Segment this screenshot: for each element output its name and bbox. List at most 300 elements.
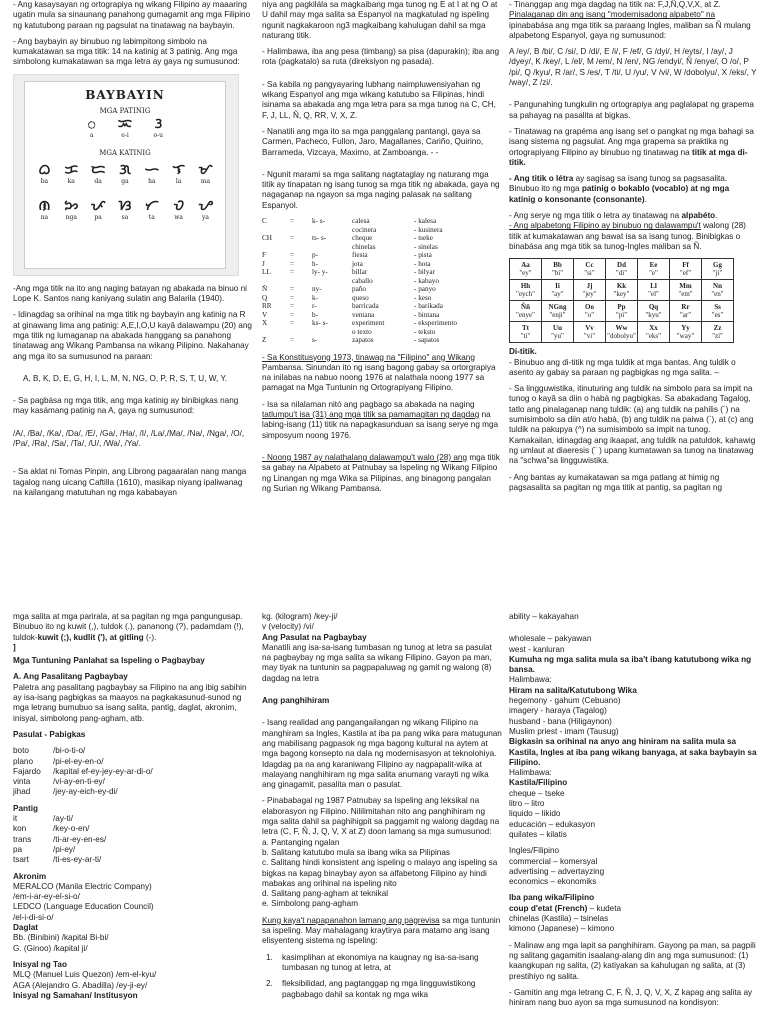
letter-name: "bi" — [551, 269, 564, 278]
glyph-symbol: ᜇ — [90, 161, 106, 178]
list-item: hegemony - gahum (Cebuano) — [509, 696, 621, 706]
letter-name: "dobolyu" — [607, 332, 636, 341]
numbered-item — [262, 953, 502, 974]
spanish-letters-table — [262, 217, 502, 345]
letter-name: "di" — [615, 269, 628, 278]
table-cell: = — [290, 251, 295, 260]
item-text: fleksibilidad, ang pagtanggap ng mga lingguwistikong pagbabago dahil sa kontak ng mga wika — [282, 979, 476, 999]
paragraph — [262, 400, 502, 441]
list-item: husband - bana (Hiligaynon) — [509, 716, 612, 726]
list-item: chinelas (Kastila) – tsinelas — [509, 914, 609, 924]
table-cell: - tseke — [414, 234, 433, 243]
alphabet-cell — [638, 301, 670, 322]
list-item: commercial – komersyal — [509, 856, 598, 866]
spelling: /ay-ti/ — [53, 814, 74, 824]
list-item: liquido – likido — [509, 809, 561, 819]
baybayin-glyph — [194, 162, 216, 185]
paragraph: - Pangunahing tungkulin ng ortograpiya ang paglalapat ng grapema sa pahayag na pasalita at bigkas. — [509, 100, 754, 120]
table-cell: - hota — [414, 259, 431, 268]
table-cell: LL — [262, 268, 271, 277]
text: mga salita at mga parirala, at sa pagitan ng mga pangungusap. Binubuo ito ng kuwit (,), tuldok (.), pananong (?), padamdam (!), tuldok- — [13, 612, 244, 642]
table-row — [262, 328, 502, 337]
baybayin-glyph — [33, 198, 55, 221]
glyph-symbol: ᜏ — [173, 197, 184, 214]
alphabet-cell — [510, 280, 542, 301]
paragraph — [509, 10, 757, 41]
underlined-text: Pinalaganap din ang isang "modernisadong alpabeto" na — [509, 10, 716, 20]
letter: Qq — [648, 303, 659, 312]
alphabet-cell — [542, 322, 574, 343]
table-row — [510, 322, 734, 343]
spelling: /vi-ay-en-ti-ey/ — [53, 777, 105, 787]
letter-name: "jey" — [582, 290, 597, 299]
bottom-column-3 — [509, 612, 757, 1014]
letter-name: "yu" — [551, 332, 564, 341]
word: kon — [13, 824, 27, 834]
table-cell — [262, 226, 290, 235]
glyph-symbol: ᜈ — [38, 197, 51, 214]
underlined-text: tatlumpu't isa (31) ang mga titik sa pamamagitan ng dagdag — [262, 410, 480, 420]
line: v (velocity) /vi/ — [262, 622, 314, 632]
condition-list — [262, 838, 502, 910]
table-cell: = — [290, 302, 295, 311]
letter: Hh — [520, 282, 531, 291]
baybayin-glyph — [33, 162, 55, 185]
letter-name: "ay" — [551, 290, 564, 299]
glyph-symbol: ᜐ — [118, 197, 132, 214]
list-item — [13, 777, 253, 787]
glyph-symbol: ᜆ — [144, 197, 159, 214]
letter: Cc — [585, 261, 594, 270]
table-cell: = — [290, 234, 295, 243]
baybayin-chart — [24, 81, 226, 269]
table-cell — [312, 328, 352, 337]
table-row — [262, 294, 502, 303]
word: boto — [13, 746, 29, 756]
bold-text: coup d'etat (French) — [509, 903, 588, 913]
paragraph: - Isang realidad ang pangangailangan ng wikang Filipino na manghiram sa Ingles, Kastila at iba pa pang wika para matugunan ang mabilisang pagpasok ng mga bagong kultural na aytem at mga bagong konsepto na dala ng modernisasyon at teknolohiya. Idagdag pa na ang karaniwang Filipino ay nagpapalit-wika at malayang nanghihiram ng mga salita anumang varayti ng wika ang ginagamit, pasalita man o pasulat. — [262, 718, 502, 790]
list-item — [13, 835, 253, 845]
table-row — [262, 302, 502, 311]
spelling: /pi-el-ey-en-o/ — [53, 756, 104, 766]
table-cell: CH — [262, 234, 272, 243]
consonant-glyphs-row-2 — [31, 198, 219, 221]
list-item — [13, 746, 253, 756]
table-cell: caballo — [352, 276, 373, 285]
spelling: /ti-ar-ey-en-es/ — [53, 834, 107, 844]
table-cell: ventana — [352, 310, 375, 319]
paragraph: Paletra ang pasalitang pagbaybay sa Filipino na ang ibig sabihin ay isa-isang pagbigkas sa maayos na pagkakasunud-sunod ng mga letrang bumubuo sa isang salita, pantig, daglat, akronim, inisyal, simbolong pang-agham, atb. — [13, 682, 247, 723]
table-row — [262, 336, 502, 345]
table-cell: C — [262, 217, 267, 226]
table-cell: p- — [312, 251, 318, 260]
glyph-label: a — [89, 131, 94, 139]
glyph-label: pa — [94, 213, 102, 221]
letter: Ññ — [521, 303, 530, 312]
table-row — [262, 217, 502, 226]
paragraph: - Sa lingguwistika, itinuturing ang tuldik na simbolo para sa impit na tunog o kayâ sa diin o habà ng pagbigkas. Sa abakadang Tagalog, tatlo ang pinalaganap nang tuldik: (a) ang tuldik na pahilis (´) na sumisimbolo sa diin at/o habà, (b) ang tuldik na paiwa (`), at (c) ang tuldik na pakupya (^) na sumisimbolo sa impit na tunog. Kamakailan, idinagdag ang ikaapat, ang tuldik na patuldok, kahawig ng umlaut at diaeresis (¨ ) upang kumatawan sa tunog na tinatawag na "schwa"sa lingguwistika. — [509, 384, 756, 466]
list-item: economics – ekonomiks — [509, 877, 597, 887]
list-item: Muslim priest - imam (Tausug) — [509, 726, 619, 736]
vowels-heading: MGA PATINIG — [99, 106, 151, 115]
text: - Tinatawag na grapéma ang isang set o pangkat ng mga bahagi sa isang sistema ng pagsulat. Ang mga grapema sa praktika ng ortograpiyang Filipino ay binubuo ng tinatawag na — [509, 126, 754, 157]
vowel-glyphs — [75, 116, 175, 139]
letter: Rr — [681, 303, 690, 312]
section-heading: Daglat — [13, 923, 39, 933]
table-cell: ny- — [312, 285, 322, 294]
section-heading: Di-titik. — [509, 347, 537, 357]
underlined-text: - Noong 1987 ay nalathalang dalawampu't walo (28) ang — [262, 452, 468, 462]
glyph-label: o-u — [153, 131, 164, 139]
paragraph: - Sa pagbása ng mga titik, ang mga katinig ay binibigkas nang may kasámang patinig na A, gaya ng sumusunod: — [13, 396, 239, 416]
word: tsart — [13, 855, 29, 865]
spelling: /key-o-en/ — [53, 824, 90, 834]
baybayin-glyph — [194, 198, 216, 221]
table-cell: V — [262, 310, 268, 319]
table-cell: = — [290, 217, 295, 226]
spelling: /kapital ef-ey-jey-ey-ar-di-o/ — [53, 766, 153, 776]
table-cell: ly- y- — [312, 268, 328, 277]
letter: Bb — [553, 261, 562, 270]
list-item: litro – litro — [509, 799, 545, 809]
list-item: b. Salitang katutubo mula sa ibang wika sa Pilipinas — [262, 847, 450, 857]
table-row — [262, 251, 502, 260]
table-cell: - panyo — [414, 285, 436, 294]
baybayin-glyph — [147, 116, 169, 139]
letter: Gg — [713, 261, 722, 270]
alphabet-cell — [702, 301, 734, 322]
alphabet-cell — [574, 322, 606, 343]
table-cell: - kabayo — [414, 276, 439, 285]
alphabet-cell — [638, 259, 670, 280]
baybayin-glyph — [60, 198, 82, 221]
paragraph — [509, 211, 757, 221]
table-cell — [290, 226, 312, 235]
baybayin-glyph — [87, 162, 109, 185]
section-heading: Kastila/Filipino — [509, 778, 568, 788]
word: vinta — [13, 777, 31, 787]
text: ay sagisag sa isang tunog sa pagsasalita. Binubuo ito ng mga — [509, 174, 728, 194]
section-heading: Mga Tuntuning Panlahat sa Ispeling o Pagbaybay — [13, 656, 205, 666]
list-item: MLQ (Manuel Luis Quezon) /em-el-kyu/ — [13, 970, 157, 980]
table-cell: zapatos — [352, 336, 374, 345]
text: . — [644, 194, 647, 204]
table-cell: k- — [312, 293, 318, 302]
paragraph — [262, 353, 502, 394]
paragraph — [262, 453, 502, 494]
glyph-label: na — [40, 213, 49, 221]
table-row — [262, 268, 502, 277]
section-heading: Inisyal ng Tao — [13, 959, 67, 969]
spelling: /ti-es-ey-ar-ti/ — [53, 855, 102, 865]
table-row — [262, 319, 502, 328]
section-heading: Ang Pasulat na Pagbaybay — [262, 632, 367, 642]
table-cell: h- — [312, 259, 318, 268]
section-heading: A. Ang Pasalitang Pagbaybay — [13, 672, 128, 682]
paragraph: - Binubuo ang di-titik ng mga tuldik at mga bantas. Ang tuldik o asento ay gabay sa paraan ng pagbigkas ng mga salita. – — [509, 357, 736, 377]
letter: Aa — [521, 261, 530, 270]
alphabet-cell — [542, 301, 574, 322]
word: it — [13, 814, 18, 824]
bold-text: titik at mga di-titik. — [509, 147, 748, 167]
table-cell: RR — [262, 302, 272, 311]
spelling: /pi-ey/ — [53, 844, 76, 854]
paragraph: - Ngunit marami sa mga salitang nagtataglay ng naturang mga titik ay tinapatan ng isang tunog sa mga titik ng abakada, gaya ng nagaganap na ngayon sa mga naging palasak na salitang Espanyol. — [262, 169, 500, 210]
syllable-list — [13, 814, 253, 865]
table-cell: ts- s- — [312, 234, 327, 243]
other-language-list — [509, 914, 757, 935]
paragraph: - Sa aklat ni Tomas Pinpin, ang Librong pagaaralan nang manga tagalog nang uicang Caftilla (1610), masikap niyang ipaliwanag na kailangang matutuhan ng mga kababayan — [13, 467, 247, 497]
letter-name: "o" — [584, 311, 595, 320]
list-item: /el-i-di-si-o/ — [13, 912, 54, 922]
baybayin-glyph — [141, 198, 163, 221]
initials-list — [13, 970, 253, 991]
item-number: 2. — [266, 979, 273, 989]
letter-name: "key" — [613, 290, 630, 299]
letter-name: "vi" — [583, 332, 596, 341]
letter: Ss — [714, 303, 721, 312]
list-item — [13, 787, 253, 797]
list-item: d. Salitang pang-agham at teknikal — [262, 889, 389, 899]
top-column-1 — [13, 0, 253, 504]
table-cell: = — [290, 310, 295, 319]
table-cell: cheque — [352, 234, 373, 243]
alphabet-cell — [638, 322, 670, 343]
table-cell: k- s- — [312, 217, 325, 226]
baybayin-glyph — [114, 116, 136, 139]
line: Halimbawa: — [509, 768, 552, 778]
text: Pambansa. Sinundan ito ng isang bagong gabay sa ortorgrapiya na inilabas na nabuo noong 1976 at nalathala noong 1977 sa pamagat na Mga Tuntunin ng Ortograpiyang Filipino. — [262, 362, 496, 393]
paragraph: - Nanatili ang mga ito sa mga panggalang pantangi, gaya sa Carmen, Pacheco, Fullon, Jaro, Magallanes, Cariño, Quirino, Barrameda, Vizcaya, Maximo, at Zamboanga. - - — [262, 126, 484, 157]
table-cell — [262, 328, 290, 337]
letter: Pp — [617, 303, 626, 312]
underlined-text: Kung kaya't napapanahon lamang ang pagrevisa — [262, 915, 440, 925]
letter: Ii — [555, 282, 560, 291]
table-cell — [262, 243, 290, 252]
alphabet-cell — [670, 280, 702, 301]
paragraph — [262, 916, 502, 947]
letter-name: "zi" — [712, 332, 723, 341]
baybayin-glyph — [81, 116, 103, 139]
alphabet-cell — [510, 301, 542, 322]
list-item: e. Simbolong pang-agham — [262, 899, 359, 909]
table-cell: - bilyar — [414, 268, 435, 277]
consonants-heading: MGA KATINIG — [99, 148, 151, 157]
paragraph: A /ey/, B /bi/, C /si/, D /di/, E /i/, F /ef/, G /dyi/, H /eyts/, I /ay/, J /dyey/, K /key/, L /el/, M /em/, N /en/, NG /endyi/, Ñ /enye/, O /o/, P /pi/, Q /kyu/, R /ar/, S /es/, T /ti/, U /yu/, V /vi/, W /dobolyu/, X /eks/, Y /way/, Z /zi/. — [509, 47, 757, 88]
table-cell: = — [290, 293, 295, 302]
table-cell: s- — [312, 336, 318, 345]
letter-name: "en" — [711, 290, 724, 299]
bottom-column-1 — [13, 612, 253, 1001]
section-heading: Inisyal ng Samahan/ Institusyon — [13, 990, 138, 1000]
glyph-label: nga — [65, 213, 77, 221]
glyph-symbol: ᜋ — [198, 161, 213, 178]
letter-name: "kyu" — [645, 311, 662, 320]
alphabet-cell — [574, 280, 606, 301]
list-item: /em-i-ar-ey-el-si-o/ — [13, 892, 80, 902]
table-row — [262, 260, 502, 269]
table-cell: - kusinera — [414, 225, 443, 234]
table-cell: ks- s- — [312, 319, 328, 328]
glyph-symbol: ᜊ — [38, 161, 51, 178]
bold-text: patinig o bokablo (vocablo) at ng mga katinig o konsonante (consonante) — [509, 184, 730, 204]
letter-name: "eych" — [516, 290, 535, 299]
line: kg. (kilogram) /key-ji/ — [262, 612, 338, 621]
letter: Uu — [553, 324, 562, 333]
paragraph — [509, 174, 757, 205]
letter: Dd — [617, 261, 626, 270]
glyph-label: ba — [40, 177, 49, 185]
letter: Jj — [586, 282, 593, 291]
table-cell: barricada — [352, 302, 379, 311]
table-row — [262, 277, 502, 286]
letter-name: "es" — [711, 311, 724, 320]
section-heading: Iba pang wika/Filipino — [509, 893, 595, 903]
table-cell — [312, 243, 352, 252]
bold-text: kuwit (;), kudlit ('), at gitling — [37, 632, 144, 642]
text: - Isa sa nilalaman nitó ang pagbago sa abakada na naging — [262, 399, 475, 409]
section-heading: Ang panghihiram — [262, 696, 330, 706]
list-item — [13, 845, 253, 855]
spelling: /jey-ay-eich-ey-di/ — [53, 787, 118, 797]
table-row — [262, 243, 502, 252]
glyph-symbol: ᜌ — [198, 197, 213, 214]
acronym-list — [13, 882, 253, 923]
list-item — [509, 904, 757, 914]
paragraph: - Ang bantas ay kumakatawan sa mga patlang at himig ng pagsasalita sa pagitan ng mga titik at pantig, sa pagitan ng — [509, 472, 723, 492]
list-item: educación – edukasyon — [509, 819, 596, 829]
letter-name: "enye" — [516, 311, 535, 320]
table-cell: Ñ — [262, 285, 268, 294]
paragraph: - Halimbawa, iba ang pesa (timbang) sa pisa (dapurakin); iba ang rota (pagkatalo) sa ruta (direksiyon ng pasada). — [262, 47, 500, 67]
glyph-label: ta — [148, 213, 155, 221]
list-item — [13, 824, 253, 834]
list-item: a. Pantanging ngalan — [262, 837, 340, 847]
glyph-label: da — [94, 177, 102, 185]
baybayin-glyph — [114, 162, 136, 185]
alphabet-cell — [510, 322, 542, 343]
paragraph: Manatili ang isa-sa-isang tumbasan ng tunog at letra sa pasulat na pagbaybay ng mga salita sa wikang Filipino. Gayon pa man, may tiyak na tuntunin sa pagpapaluwag ng gamit ng walong (8) dagdag na letra — [262, 642, 492, 683]
consonant-glyphs-row-1 — [31, 162, 219, 185]
line: wholesale – pakyawan — [509, 634, 592, 644]
baybayin-glyph — [60, 162, 82, 185]
letter: Ee — [649, 261, 658, 270]
alphabet-cell — [606, 259, 638, 280]
table-row — [510, 280, 734, 301]
alphabet-cell — [702, 322, 734, 343]
letter: Ww — [615, 324, 628, 333]
paragraph: - Tinanggap ang mga dagdag na titik na: F,J,Ñ,Q,V,X, at Z. — [509, 0, 721, 9]
section-heading: Ingles/Filipino — [509, 846, 560, 856]
table-cell: - pista — [414, 251, 432, 260]
letter-name: "e" — [649, 269, 658, 278]
table-cell — [290, 243, 312, 252]
abbreviation-list — [13, 933, 253, 954]
underlined-text: - Ang alpabetong Filipino ay binubuo ng dalawampu't — [509, 221, 701, 231]
table-cell — [290, 277, 312, 286]
letter: Oo — [585, 303, 594, 312]
section-heading: Pantig — [13, 803, 39, 813]
glyph-symbol: ᜄ — [119, 161, 131, 178]
list-item: Bb. (Binibini) /kapital Bi-bi/ — [13, 933, 109, 943]
letter-name: "si" — [584, 269, 595, 278]
alphabet-cell — [702, 259, 734, 280]
word: jihad — [13, 787, 31, 797]
alphabet-cell — [670, 322, 702, 343]
glyph-label: ga — [121, 177, 129, 185]
letter-name: "ar" — [679, 311, 692, 320]
table-row — [262, 311, 502, 320]
alphabet-cell — [606, 280, 638, 301]
text: . — [715, 211, 718, 221]
top-column-2 — [262, 0, 502, 500]
alphabet-cell — [670, 301, 702, 322]
word: Fajardo — [13, 766, 41, 776]
table-row — [262, 226, 502, 235]
item-number: 1. — [266, 952, 273, 962]
alphabet-cell — [510, 259, 542, 280]
baybayin-glyph — [141, 162, 163, 185]
letter: Tt — [522, 324, 529, 333]
table-cell: = — [290, 336, 295, 345]
alphabet-cell — [606, 322, 638, 343]
table-cell: - bintana — [414, 310, 440, 319]
baybayin-glyph — [168, 198, 190, 221]
paragraph — [509, 127, 757, 168]
alphabet-table — [509, 258, 734, 343]
letter: Zz — [713, 324, 722, 333]
letter: Nn — [713, 282, 722, 291]
bottom-page — [0, 612, 768, 1024]
alphabet-cell — [670, 259, 702, 280]
alphabet-cell — [702, 280, 734, 301]
glyph-symbol: ᜃ — [64, 161, 79, 178]
letter-name: "em" — [678, 290, 693, 299]
letter-name: "way" — [676, 332, 695, 341]
section-heading: Akronim — [13, 871, 47, 881]
baybayin-glyph — [87, 198, 109, 221]
table-cell: Z — [262, 336, 267, 345]
alphabet-cell — [638, 280, 670, 301]
table-cell: o texto — [352, 327, 372, 336]
table-cell: experiment — [352, 319, 385, 328]
paragraph: - Sa kabila ng pangyayaring lubhang naimpluwensiyahan ng wikang Espanyol ang mga wikang katutubo sa Filipinas, hindi isinama sa abakada ang mga letra para sa mga tunog na C, CH, F, J, LL, Ñ, Q, RR, V, X, Z. — [262, 79, 496, 120]
bold-text: alpabéto — [681, 211, 716, 221]
list-item: cheque – tseke — [509, 788, 565, 798]
table-cell: = — [290, 268, 295, 277]
text: – kudeta — [587, 903, 622, 913]
list-item: MERALCO (Manila Electric Company) — [13, 881, 152, 891]
spelling: /bi-o-ti-o/ — [53, 746, 86, 756]
glyph-symbol: ᜑ — [144, 161, 160, 178]
line: ability – kakayahan — [509, 612, 579, 621]
section-heading: Hiram na salita/Katutubong Wika — [509, 685, 637, 695]
figure-title: BAYBAYIN — [85, 87, 165, 102]
paragraph: niya ang pagkilála sa magkaibang mga tunog ng E at I at ng O at U dahil may mga salita sa Espanyol na magkatulad ng ispeling ngunit nagkakaroon ng3 magkaibang kahulugan dahil sa mga naturang titik. — [262, 0, 498, 40]
list-item: advertising – advertayzing — [509, 866, 605, 876]
word: pa — [13, 844, 23, 854]
table-cell: chinelas — [352, 242, 376, 251]
text: mga titik sa gabay na Alpabeto at Patnubay sa Ispeling ng Wikang Filipino ng Linangan ng mga Wika sa Pilipinas, ang binagong pangalan ng Surian ng Wikang Pambansa. — [262, 452, 500, 493]
table-cell: r- — [312, 302, 317, 311]
table-cell — [262, 277, 290, 286]
spanish-filipino-list — [509, 789, 757, 840]
table-cell — [290, 328, 312, 337]
letter: Vv — [585, 324, 594, 333]
alphabet-cell — [606, 301, 638, 322]
table-cell — [312, 226, 352, 235]
text: ipinababása ang mga titik sa paraang Ingles, maliban sa Ñ mulang alpabetong Espanyol, gaya ng sumusunod: — [509, 20, 751, 40]
